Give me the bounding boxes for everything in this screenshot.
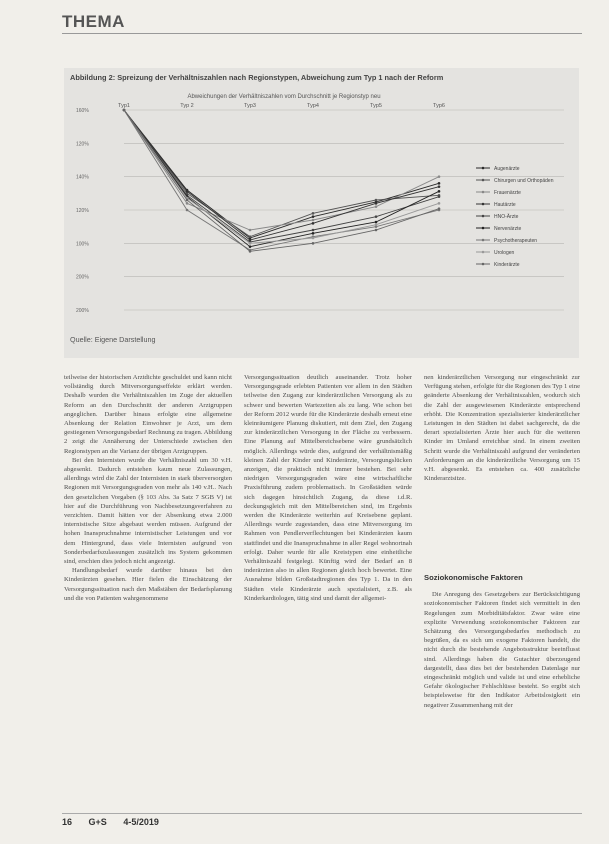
data-point (375, 221, 378, 224)
data-point (438, 195, 441, 198)
legend-marker (482, 239, 485, 242)
x-tick-label: Typ3 (244, 103, 256, 109)
figure-source: Quelle: Eigene Darstellung (70, 335, 156, 344)
y-tick-label: 140% (76, 174, 89, 181)
x-tick-label: Typ6 (433, 103, 445, 109)
line-chart (64, 88, 579, 328)
data-point (312, 212, 315, 215)
data-point (312, 242, 315, 245)
data-point (249, 229, 252, 232)
data-point (249, 235, 252, 238)
journal-name: G+S (88, 817, 107, 827)
data-point (186, 202, 189, 205)
legend-marker (482, 251, 485, 254)
data-point (249, 245, 252, 248)
x-tick-label: Typ1 (118, 103, 130, 109)
data-point (312, 219, 315, 222)
data-point (375, 229, 378, 232)
legend-label: Kinderärzte (494, 262, 520, 268)
legend-label: Augenärzte (494, 166, 520, 172)
paragraph: Bei den Internisten wurde die Verhältniszahl um 30 v.H. abgesenkt. Dadurch entstehen kaum neue Zulassungen, allerdings wird die Zahl der Internisten in stark überversorgten Regionen mit Versorgungsgraden von mehr als 140 v.H.. Nach den gesetzlichen Vorgaben (§ 103 Abs. 3a Satz 7 SGB V) ist hier auf die Durchführung von Nachbesetzungsverfahren zu verzichten. Damit hätten vor der Absenkung etwa 2.000 internistische Sitze abgebaut werden müssen. Aufgrund der hohen Inanspruchnahme internistischer Leistungen und vor dem Hintergrund, dass viele Internisten aufgrund von Sonderbedarfszulassungen zusätzlich ins System gekommen sind, erschien dies jedoch nicht angezeigt. (64, 456, 232, 566)
y-tick-label: 120% (76, 208, 89, 214)
paragraph: Versorgungssituation deutlich auseinander. Trotz hoher Versorgungsgrade erlebten Patienten vor allem in den Städten teilweise den Zugang zur kinderärztlichen Versorgung als zu schwer und bewerten Wartezeiten als zu lang. Wie schon bei der Reform 2012 wurde für die Kinderärzte deshalb erneut eine kleinräumigere Planung diskutiert, mit dem Ziel, den Zugang zur kinderärztlichen Versorgung in der Fläche zu verbessern. Eine Planung auf Mittelbereichsebene wäre grundsätzlich möglich. Allerdings würde dies, aufgrund der verhältnismäßig kleinen Zahl der Kinder und Kinderärzte, Versorgungslücken anzeigen, die praktisch nicht immer bestehen. Bei sehr niedrigen Versorgungsgraden wäre eine wirtschaftliche Praxisführung zudem problematisch. In Großstädten würde sich dagegen hinsichtlich Zugang, da diese i.d.R. deckungsgleich mit den Mittelbereichen sind, im Ergebnis werden die Kinderärzte weiterhin auf Kreisebene geplant. Allerdings wurde zugestanden, dass eine Mitversorgung im Rahmen von Pendlerverflechtungen bei Kinderärzten kaum stattfindet und die Inanspruchnahme in aller Regel wohnortnah erfolgt. Daher wurde für alle Kreistypen eine einheitliche Verhältniszahl festgelegt. Künftig wird der Bedarf an 8 inderärzten also in allen Regionen gleich hoch bewertet. Eine Ausnahme bilden Großstadtregionen des Typ 1. Da in den Städten viele Kinderärzte auch spezialisiert, z.B. als Kinderkardiologen, tätig sind und damit der allgemei- (244, 374, 412, 602)
data-point (312, 215, 315, 218)
y-tick-label: 100% (76, 241, 89, 248)
data-point (438, 202, 441, 205)
y-tick-label: 160% (76, 108, 89, 114)
legend-marker (482, 191, 485, 194)
legend-marker (482, 263, 485, 266)
legend-label: Hautärzte (494, 202, 516, 208)
y-tick-label: 120% (76, 141, 89, 148)
x-tick-label: Typ4 (307, 103, 319, 109)
paragraph: Die Anregung des Gesetzgebers zur Berücksichtigung soziokonomischer Faktoren findet sich vermittelt in den Regelungen zum Morbiditätsfaktor. Zwar wäre eine explizite Verwendung soziokonomischer Faktoren zur Schätzung des Versorgungsbedarfes methodisch zu begrüßen, da es sich um exogene Faktoren handelt, die nicht durch die bestehende Angebotsstruktur beeinflusst sind. Allerdings haben die Gutachter überzeugend dargestellt, dass dies bei der bestehenden Datenlage nur eingeschränkt möglich und valide ist und eine erhebliche Gefahr ökologischer Fehlschlüsse besteht. So ergibt sich beispielsweise für den Indikator Arbeitslosigkeit ein negativer Zusammenhang mit der (424, 591, 580, 709)
header-divider (62, 33, 582, 34)
figure-caption: Abbildung 2: Spreizung der Verhältniszahlen nach Regionstypen, Abweichung zum Typ 1 nach der Reform (70, 73, 444, 82)
data-point (375, 215, 378, 218)
legend-marker (482, 215, 485, 218)
page-number: 16 (62, 817, 73, 827)
legend-label: Psychotherapeuten (494, 238, 538, 244)
data-point (186, 190, 189, 193)
data-point (438, 175, 441, 178)
data-point (438, 207, 441, 210)
paragraph: nen kinderärztlichen Versorgung nur eingeschränkt zur Verfügung stehen, erfolgte für die Regionen des Typ 1 eine geänderte Absenkung der Verhältniszahlen, wodurch sich die Zahl der ausgewiesenen Kinderärzte entsprechend erhöht. Die Konzentration spezialisierter kinderärztlicher Leistungen in den Städten ist dabei sachgerecht, da die derart spezialisierten Ärzte hier auch für die weiteren Kinder im Umland erreichbar sind. In einem zweiten Schritt wurde die Verhältniszahl aufgrund der veränderten Anforderungen an die kinderärztliche Versorgung um 15 v.H. abgesenkt. Es entstehen ca. 400 zusätzliche Kinderarztsitze. (424, 374, 580, 483)
legend-label: HNO-Ärzte (494, 214, 519, 220)
data-point (249, 242, 252, 245)
legend-label: Nervenärzte (494, 226, 522, 232)
data-point (438, 182, 441, 185)
legend-label: Frauenärzte (494, 190, 521, 196)
x-tick-label: Typ 2 (180, 103, 194, 109)
series-line (124, 110, 439, 247)
issue-number: 4-5/2019 (123, 817, 159, 827)
legend-marker (482, 203, 485, 206)
data-point (186, 199, 189, 202)
legend-marker (482, 179, 485, 182)
chart-title: Abweichungen der Verhältniszahlen vom Durchschnitt je Regionstyp neu (187, 94, 381, 100)
legend-label: Urologen (494, 250, 515, 256)
data-point (123, 109, 126, 112)
section-heading: Soziokonomische Faktoren (424, 573, 523, 582)
text-column-1 (64, 373, 232, 815)
data-point (375, 205, 378, 208)
section-title: THEMA (62, 12, 125, 31)
y-tick-label: 200% (76, 274, 89, 281)
data-point (375, 223, 378, 226)
page-footer (62, 817, 173, 827)
legend-label: Chirurgen und Orthopäden (494, 178, 554, 184)
paragraph: Handlungsbedarf wurde darüber hinaus bei den Kinderärzten gesehen. Hier fielen die Einschätzung der Versorgungssituation nach den Maßstäben der Bedarfsplanung und die von Patienten wahrgenommene (64, 567, 232, 602)
x-tick-label: Typ5 (370, 103, 382, 109)
data-point (438, 185, 441, 188)
data-point (249, 250, 252, 253)
data-point (375, 202, 378, 205)
footer-divider (62, 813, 582, 814)
data-point (438, 190, 441, 193)
legend-marker (482, 227, 485, 230)
data-point (186, 209, 189, 212)
text-column-3 (424, 373, 580, 815)
legend-marker (482, 167, 485, 170)
data-point (312, 229, 315, 232)
paragraph: teilweise der historischen Arztdichte geschuldet und kann nicht vollständig durch Mitversorgungseffekte erklärt werden. Deshalb wurden die Verhältniszahlen im Zuge der aktuellen Reform an den Durchschnitt der anderen Arztgruppen angeglichen. Darüber hinaus erfolgte eine allgemeine Absenkung der Relation Einwohner je Arzt, um dem gestiegenen Versorgungsbedarf Rechnung zu tragen. Abbildung 2 zeigt die Annäherung der Unterschiede zwischen den Regionstypen an die Varianz der übrigen Arztgruppen. (64, 374, 232, 455)
data-point (312, 237, 315, 240)
y-tick-label: 200% (76, 308, 89, 314)
data-point (312, 222, 315, 225)
data-point (375, 199, 378, 202)
text-column-2 (244, 373, 412, 815)
data-point (312, 232, 315, 235)
